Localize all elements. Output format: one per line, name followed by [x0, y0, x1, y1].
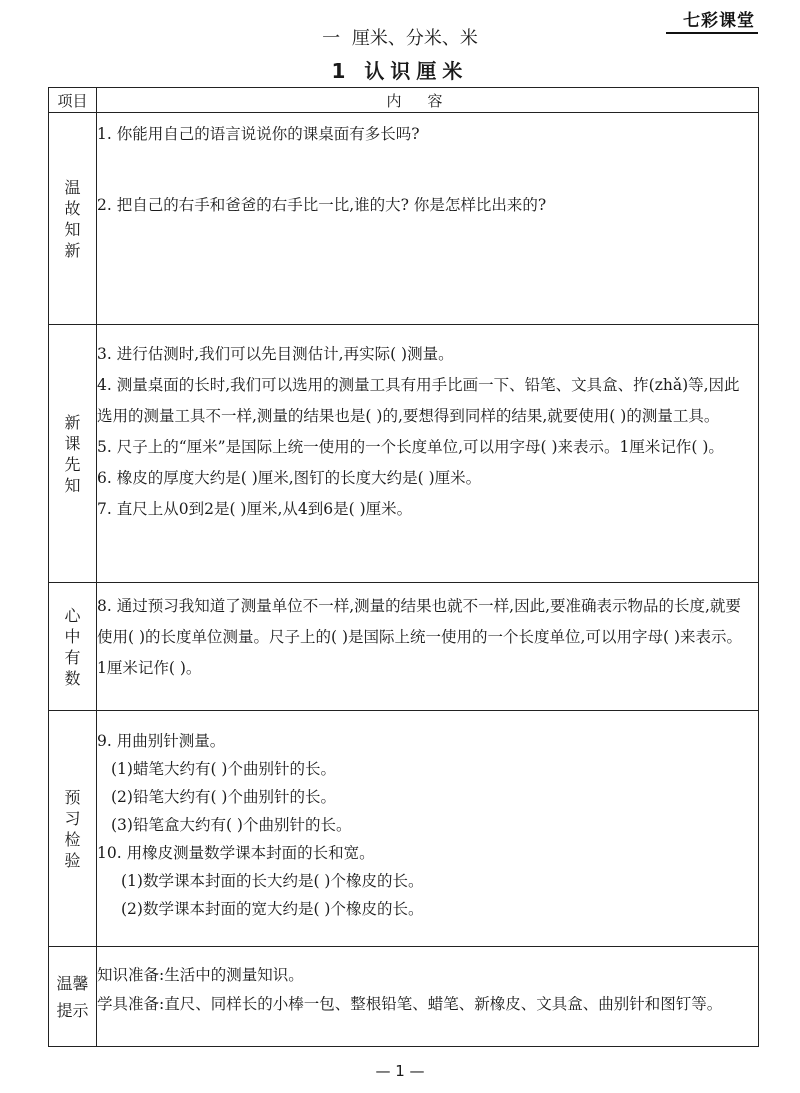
- section-tips: [49, 947, 759, 1047]
- table-header-row: [49, 88, 759, 113]
- column-header-item: 项目: [49, 88, 97, 113]
- question-8: 8. 通过预习我知道了测量单位不一样,测量的结果也就不一样,因此,要准确表示物品的长度,就要使用( )的长度单位测量。尺子上的( )是国际上统一使用的一个长度单位,可以用字母( )来表示。1厘米记作( )。: [97, 597, 742, 677]
- question-10-1: (1)数学课本封面的长大约是( )个橡皮的长。: [121, 872, 424, 890]
- brand-logo: 七彩课堂: [683, 11, 755, 31]
- lesson-title: 1 认识厘米: [331, 59, 469, 83]
- section-label-preview: 预 习 检 验: [49, 711, 97, 947]
- section-mind: [49, 583, 759, 711]
- column-header-content: 内容: [97, 88, 759, 113]
- section-content-review: [97, 113, 759, 325]
- page-number: — 1 —: [375, 1062, 425, 1080]
- section-content-new: [97, 325, 759, 583]
- unit-title: 一 厘米、分米、米: [322, 28, 478, 49]
- section-label-review: 温 故 知 新: [49, 113, 97, 325]
- question-9-1: (1)蜡笔大约有( )个曲别针的长。: [111, 760, 336, 778]
- tip-materials: 学具准备:直尺、同样长的小棒一包、整根铅笔、蜡笔、新橡皮、文具盒、曲别针和图钉等。: [97, 995, 723, 1013]
- section-label-new: 新 课 先 知: [49, 325, 97, 583]
- question-2: 2. 把自己的右手和爸爸的右手比一比,谁的大? 你是怎样比出来的?: [97, 196, 547, 214]
- question-10-2: (2)数学课本封面的宽大约是( )个橡皮的长。: [121, 900, 424, 918]
- question-6: 6. 橡皮的厚度大约是( )厘米,图钉的长度大约是( )厘米。: [97, 469, 482, 487]
- question-9: 9. 用曲别针测量。: [97, 732, 226, 750]
- question-9-2: (2)铅笔大约有( )个曲别针的长。: [111, 788, 336, 806]
- section-content-tips: [97, 947, 759, 1047]
- section-content-mind: [97, 583, 759, 711]
- section-preview: [49, 711, 759, 947]
- section-review: [49, 113, 759, 325]
- section-new: [49, 325, 759, 583]
- tip-knowledge: 知识准备:生活中的测量知识。: [97, 966, 304, 984]
- question-7: 7. 直尺上从0到2是( )厘米,从4到6是( )厘米。: [97, 500, 413, 518]
- question-10: 10. 用橡皮测量数学课本封面的长和宽。: [97, 844, 375, 862]
- section-content-preview: [97, 711, 759, 947]
- question-1: 1. 你能用自己的语言说说你的课桌面有多长吗?: [97, 125, 420, 143]
- question-3: 3. 进行估测时,我们可以先目测估计,再实际( )测量。: [97, 345, 454, 363]
- question-5: 5. 尺子上的“厘米”是国际上统一使用的一个长度单位,可以用字母( )来表示。1厘米记作( )。: [97, 438, 724, 456]
- worksheet-table: [48, 87, 759, 1047]
- question-4: 4. 测量桌面的长时,我们可以选用的测量工具有用手比画一下、铅笔、文具盒、拃(zhǎ)等,因此选用的测量工具不一样,测量的结果也是( )的,要想得到同样的结果,就要使用( )的测量工具。: [97, 376, 740, 425]
- section-label-tips: 温馨 提示: [49, 947, 97, 1047]
- question-9-3: (3)铅笔盒大约有( )个曲别针的长。: [111, 816, 352, 834]
- section-label-mind: 心 中 有 数: [49, 583, 97, 711]
